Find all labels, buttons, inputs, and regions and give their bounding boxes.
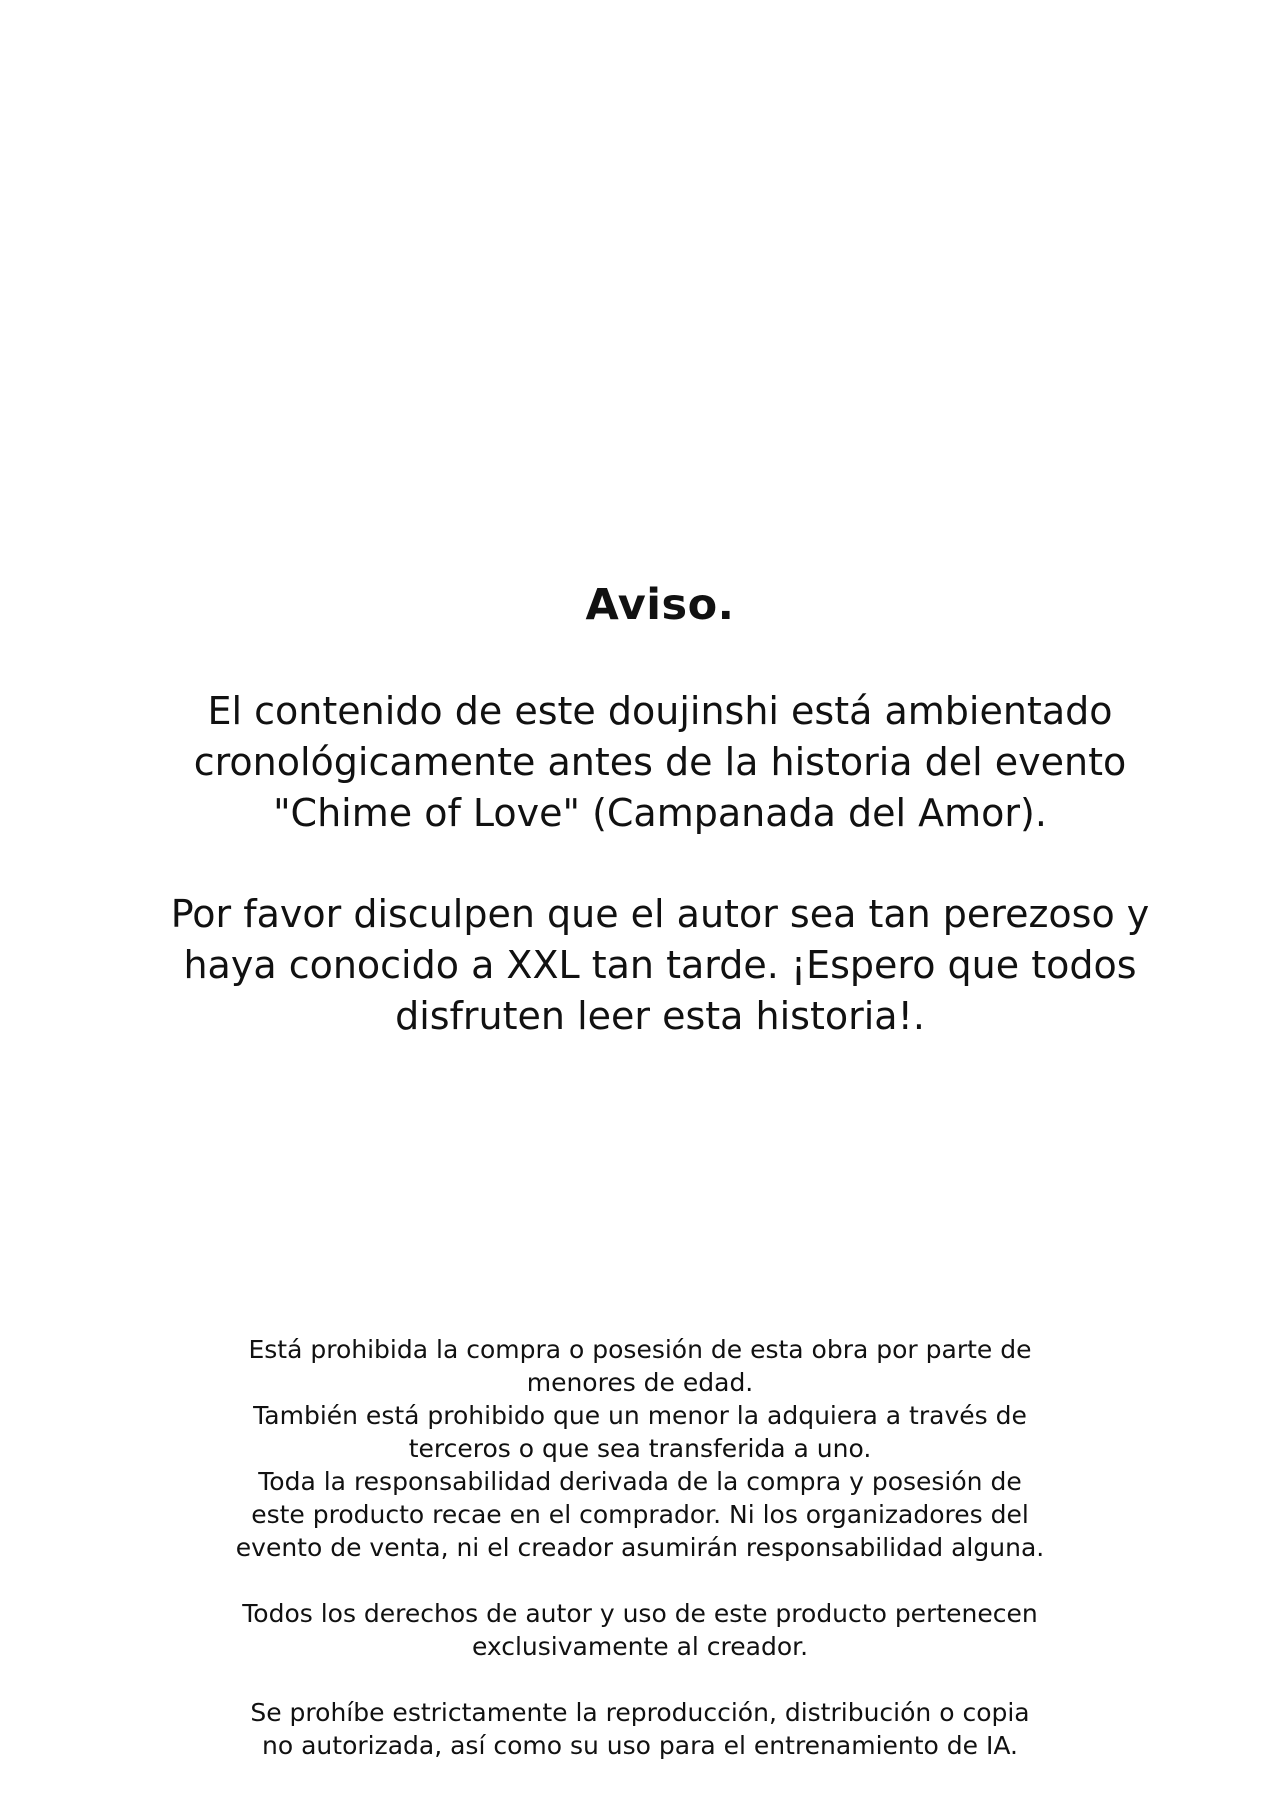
legal-line: Todos los derechos de autor y uso de este producto pertenecen bbox=[242, 1599, 1038, 1628]
legal-line: Se prohíbe estrictamente la reproducción, distribución o copia bbox=[250, 1698, 1030, 1727]
legal-line: Toda la responsabilidad derivada de la compra y posesión de bbox=[258, 1467, 1022, 1496]
legal-block-age-restriction bbox=[180, 1333, 1100, 1564]
notice-paragraph-apology bbox=[120, 889, 1200, 1042]
legal-line: este producto recae en el comprador. Ni los organizadores del bbox=[251, 1500, 1029, 1529]
legal-line: terceros o que sea transferida a uno. bbox=[408, 1434, 872, 1463]
legal-disclaimer-section bbox=[180, 1333, 1100, 1795]
notice-line: "Chime of Love" (Campanada del Amor). bbox=[273, 791, 1047, 835]
legal-line: evento de venta, ni el creador asumirán responsabilidad alguna. bbox=[235, 1533, 1045, 1562]
notice-line: disfruten leer esta historia!. bbox=[395, 994, 925, 1038]
notice-line: haya conocido a XXL tan tarde. ¡Espero que todos bbox=[183, 943, 1137, 987]
notice-title: Aviso. bbox=[585, 580, 735, 630]
notice-paragraph-setting bbox=[120, 686, 1200, 839]
notice-section bbox=[120, 578, 1200, 1092]
legal-block-reproduction bbox=[180, 1696, 1100, 1762]
legal-line: exclusivamente al creador. bbox=[471, 1632, 809, 1661]
legal-line: no autorizada, así como su uso para el entrenamiento de IA. bbox=[262, 1731, 1018, 1760]
notice-line: cronológicamente antes de la historia del evento bbox=[193, 740, 1127, 784]
notice-line: Por favor disculpen que el autor sea tan perezoso y bbox=[170, 892, 1150, 936]
legal-line: Está prohibida la compra o posesión de esta obra por parte de bbox=[248, 1335, 1032, 1364]
legal-block-copyright bbox=[180, 1597, 1100, 1663]
notice-line: El contenido de este doujinshi está ambientado bbox=[207, 689, 1113, 733]
legal-line: menores de edad. bbox=[526, 1368, 754, 1397]
legal-line: También está prohibido que un menor la adquiera a través de bbox=[253, 1401, 1027, 1430]
